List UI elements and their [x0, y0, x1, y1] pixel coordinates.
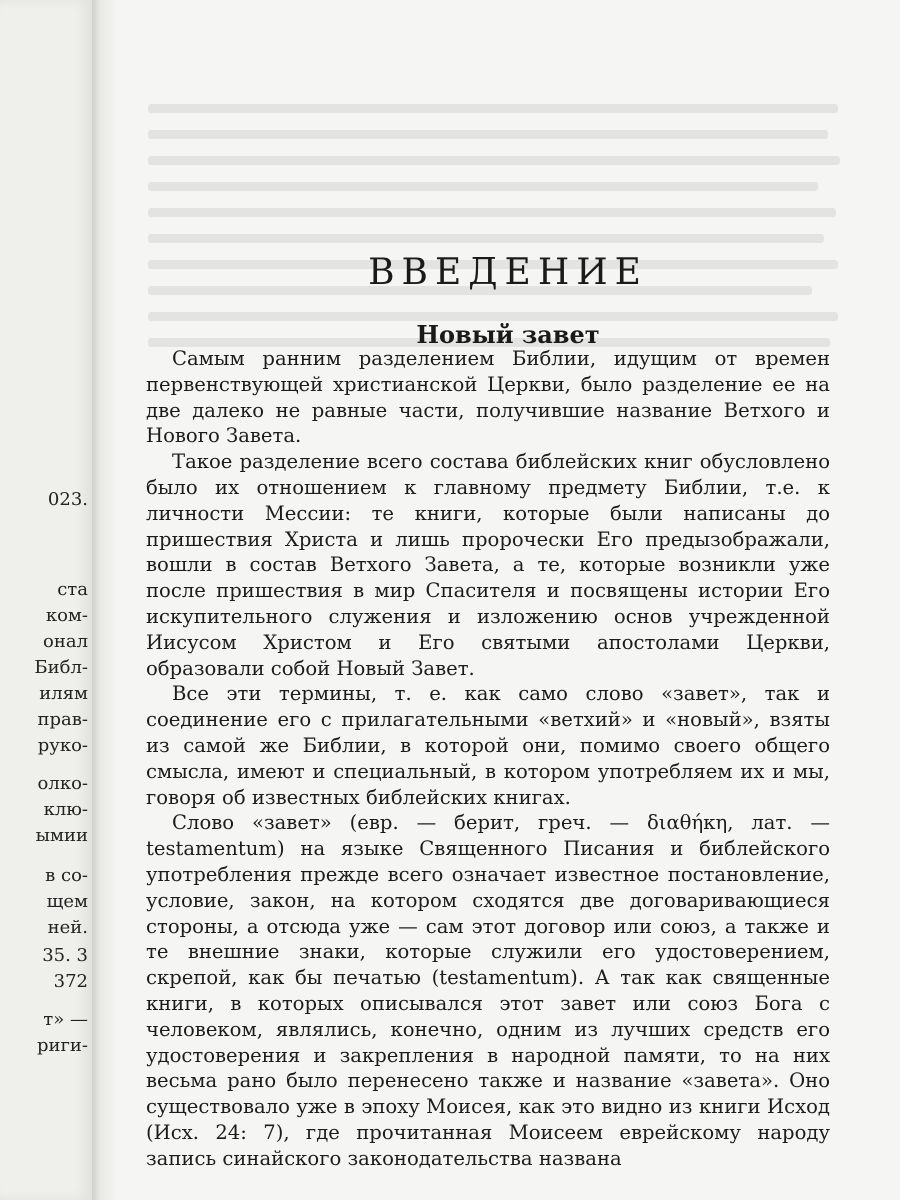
left-fragment: Библ-: [34, 657, 88, 678]
left-fragment: ней.: [47, 917, 88, 938]
book-gutter: [92, 0, 116, 1200]
paragraph: Слово «завет» (евр. — берит, греч. — διαθήκη, лат. — testamentum) на языке Священного Писания и библейского употребления прежде всего означает известное постановление, условие, закон, на котором сходятся две договаривающиеся стороны, а отсюда уже — сам этот договор или союз, а также и те внешние знаки, которые служили его удостоверением, скрепой, как бы печатью (testamentum). А так как священные книги, в которых описывался этот завет или союз Бога с человеком, являлись, конечно, одним из лучших средств его удостоверения и закрепления в народной памяти, то на них весьма рано было перенесено также и название «завета». Оно существовало уже в эпоху Моисея, как это видно из книги Исход (Исх. 24: 7), где прочитанная Моисеем еврейскому народу запись синайского законодательства названа: [146, 811, 830, 1170]
paragraph: Все эти термины, т. е. как само слово «завет», так и соединение его с прилагательными «ветхий» и «новый», взяты из самой же Библии, в которой они, помимо своего общего смысла, имеют и специальный, в котором употребляем их и мы, говоря об известных библейских книгах.: [146, 682, 830, 809]
left-fragment: риги-: [36, 1035, 88, 1056]
left-fragment: онал: [43, 631, 88, 652]
right-page: [116, 0, 900, 1200]
left-fragment: ста: [57, 579, 88, 600]
left-fragment: щем: [46, 891, 88, 912]
left-page: [0, 0, 92, 1200]
paragraph: Такое разделение всего состава библейских книг обусловлено было их отношением к главному предмету Библии, т.е. к личности Мессии: те книги, которые были написаны до пришествия Христа и лишь пророчески Его предызображали, вошли в состав Ветхого Завета, а те, которые возникли уже после пришествия в мир Спасителя и посвящены истории Его искупительного служения и изложению основ учрежденной Иисусом Христом и Его святыми апостолами Церкви, образовали собой Новый Завет.: [146, 450, 830, 680]
left-fragment: ымии: [35, 825, 88, 846]
left-fragment: ком-: [45, 605, 88, 626]
paragraph: Самым ранним разделением Библии, идущим от времен первенствующей христианской Церкви, было разделение ее на две далеко не равные части, получившие название Ветхого и Нового Завета.: [146, 347, 830, 448]
left-fragment: руко-: [37, 735, 88, 756]
left-fragment: олко-: [37, 773, 88, 794]
chapter-heading: ВВЕДЕНИЕ: [368, 252, 648, 294]
body-text: [146, 346, 830, 1172]
left-fragment: клю-: [43, 799, 88, 820]
left-fragment: т» —: [43, 1009, 88, 1030]
section-subheading: Новый завет: [416, 319, 600, 349]
left-fragment: прав-: [37, 709, 88, 730]
left-fragment: 023.: [47, 489, 88, 510]
left-fragment: 372: [53, 971, 88, 992]
left-fragment: илям: [39, 683, 88, 704]
left-page-text-fragments: [0, 0, 92, 1200]
left-fragment: в со-: [45, 865, 88, 886]
left-fragment: 35. 3: [42, 945, 88, 966]
